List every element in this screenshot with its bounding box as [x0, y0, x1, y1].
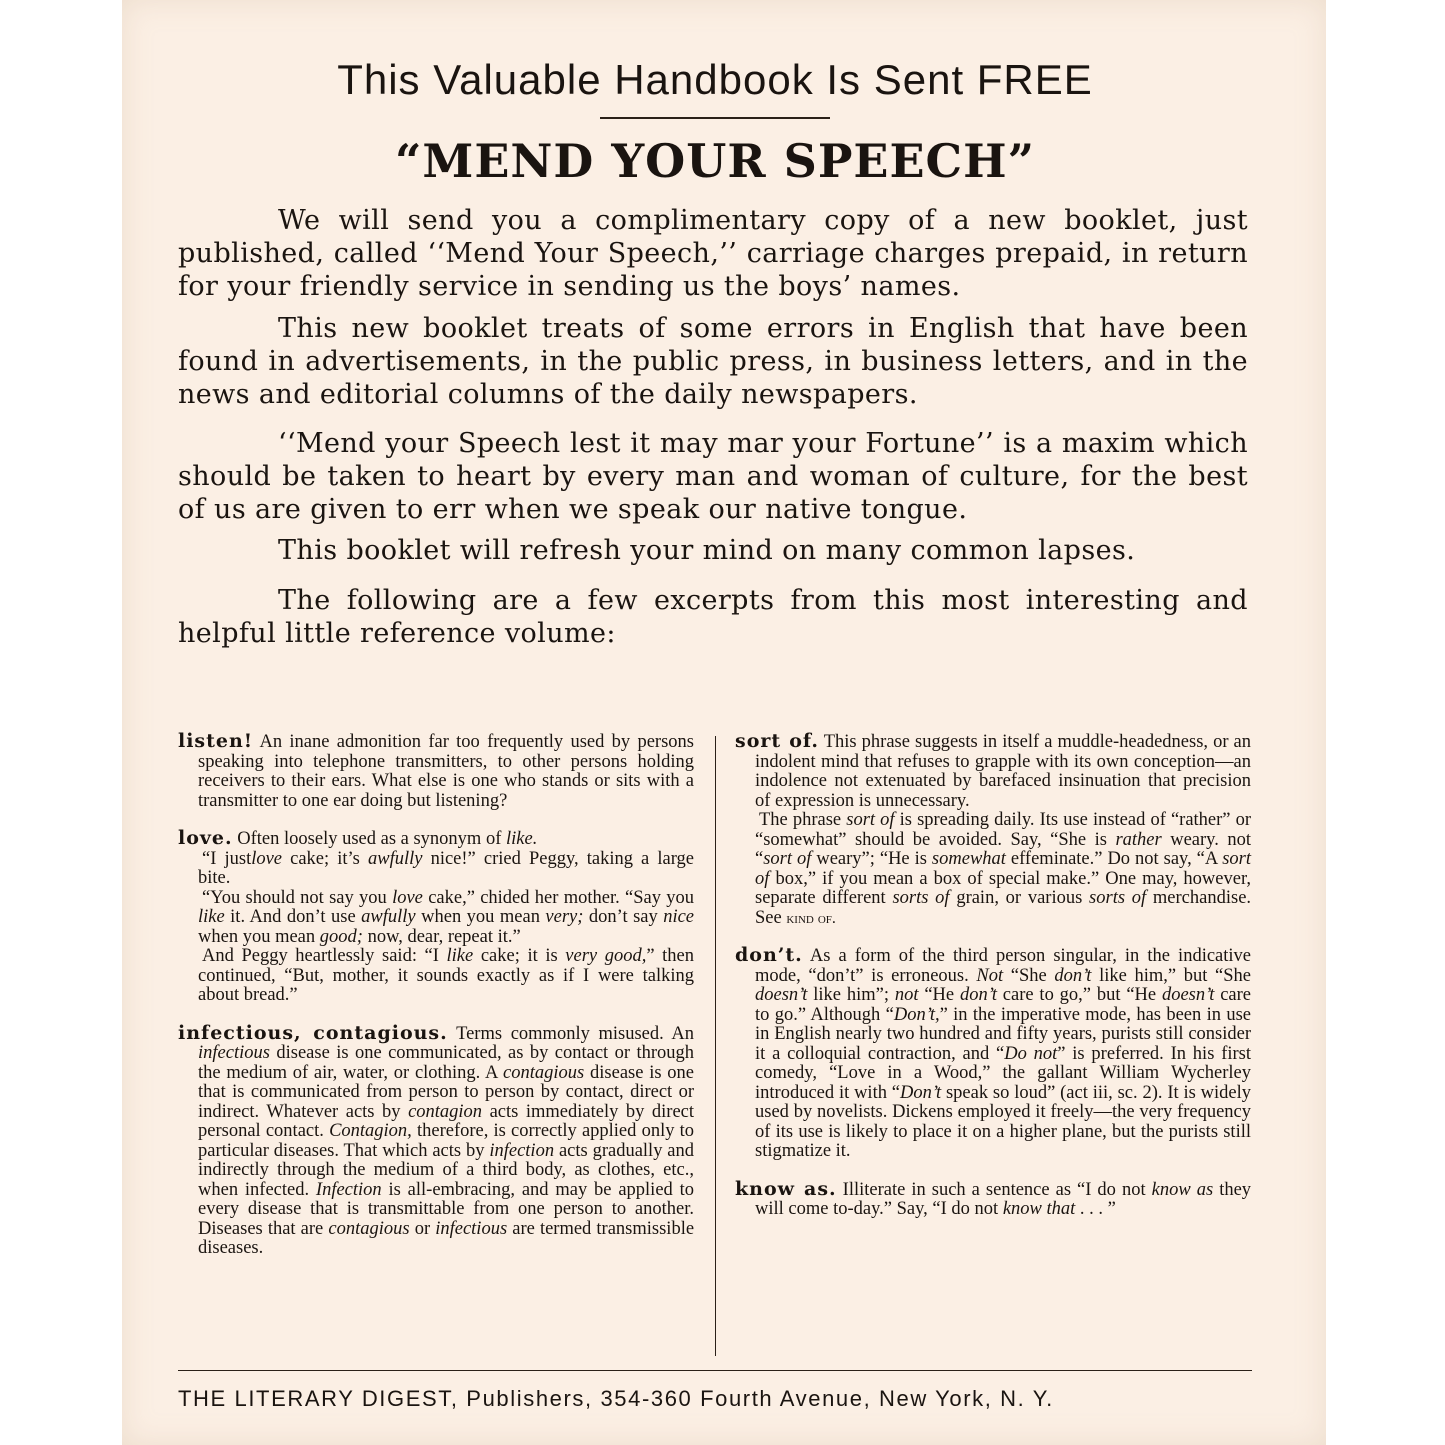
entry-text: grain, or various [956, 888, 1083, 908]
entry-italic: infectious [435, 1218, 508, 1239]
entry-italic: very good, [565, 946, 647, 966]
entry-italic: love [251, 848, 283, 869]
entry-italic: don’t [959, 985, 997, 1005]
entry-italic: nice [663, 907, 695, 927]
entry-italic: sort of [846, 810, 895, 830]
entry-italic: contagious [503, 1062, 585, 1083]
entry-text: it. And don’t use [230, 907, 356, 927]
entry-italic: don’t [1054, 965, 1092, 986]
entry-term: know as. [735, 1177, 837, 1200]
entry-text: cake,” chided her mother. “Say you [428, 887, 695, 908]
entry-italic: infection [489, 1140, 555, 1161]
entry-text: weary”; “He is [816, 849, 927, 869]
entry-text: is all-embracing, and may be applied to every disease that is transmittable from one person to another. Diseases that are [198, 1179, 694, 1239]
intro-paragraph-4: This booklet will refresh your mind on many common lapses. [278, 535, 1136, 566]
entry-italic: awfully [361, 907, 416, 927]
entry-text: Illiterate in such a sentence as “I do not [842, 1179, 1146, 1200]
entry-italic: Contagion, [329, 1121, 412, 1141]
entry-italic: doesn’t [1161, 985, 1215, 1005]
entry-text: therefore, is correctly applied only to particular diseases. That which acts by [198, 1121, 695, 1161]
entry-text: Terms commonly misused. An [456, 1023, 694, 1044]
entry-text: when you mean [198, 926, 316, 947]
entry-italic: doesn’t [755, 985, 808, 1005]
intro-text [178, 204, 1248, 650]
entry-italic: sort of [755, 849, 1251, 889]
entry-text: effeminate.” Do not say, “A [1010, 849, 1218, 869]
entry-italic: like [198, 907, 225, 927]
entry-term: sort of. [735, 730, 819, 752]
entry-italic: sorts of [1089, 888, 1147, 908]
entry-text: ” then continued, “But, mother, it sounds exactly as if I were talking about bread.” [198, 946, 695, 1005]
entry-text: merchandise. See [755, 888, 1252, 928]
headline-rule [600, 117, 830, 119]
entry-text: they will come to-day.” Say, “I do not [755, 1179, 1252, 1219]
entry-cross-reference: kind of. [786, 909, 836, 927]
entry-italic: Don’t [900, 1082, 942, 1103]
entry-text: “I just [202, 848, 252, 869]
entry-dont [735, 946, 1251, 1162]
entry-italic: Do not [1004, 1043, 1058, 1064]
entry-text: now, dear, repeat it.” [367, 926, 521, 947]
entry-text: As a form of the third person singular, in the indicative mode, “don’t” is erroneous. [755, 946, 1251, 986]
entry-text: weary. not “ [755, 829, 1251, 869]
booklet-title: “MEND YOUR SPEECH” [394, 134, 1036, 188]
intro-paragraph-2: This new booklet treats of some errors in English that have been found in advertisements, in the public press, in business letters, and in the news and editorial columns of the daily newspapers. [178, 313, 1248, 410]
entry-term: love. [178, 827, 233, 849]
entry-text: care to go.” Although “ [755, 985, 1252, 1025]
excerpt-columns [178, 732, 1252, 1356]
entry-text: is spreading daily. Its use instead of “rather” or “somewhat” should be avoided. Say, “She is [755, 810, 1252, 850]
entry-text: don’t say [588, 907, 658, 927]
entry-italic: not [894, 985, 919, 1005]
entry-italic: love [392, 887, 423, 908]
entry-italic: Not [976, 965, 1004, 986]
entry-text: And Peggy heartlessly said: “I [202, 946, 439, 966]
entry-italic: somewhat [931, 849, 1006, 869]
entry-text: “He [924, 985, 955, 1005]
entry-italic: sorts of [892, 888, 950, 908]
entry-italic: Infection [315, 1179, 382, 1200]
entry-term: listen! [178, 730, 254, 752]
entry-text: cake; it’s [290, 848, 360, 869]
intro-paragraph-1: We will send you a complimentary copy of a new booklet, just published, called ‘‘Mend Your Speech,’’ carriage charges prepaid, in return for your friendly service in sending us the boys’ names. [178, 205, 1248, 302]
entry-text: . . . ” [1079, 1199, 1116, 1219]
entry-italic: sort of [763, 849, 812, 869]
entry-text: ” is preferred. In his first comedy, “Love in a Wood,” the gallant William Wycherley introduced it with “ [755, 1043, 1251, 1103]
left-column [178, 732, 694, 1277]
entry-infectious [178, 1021, 695, 1259]
entry-text: care to go,” but “He [1002, 985, 1157, 1005]
entry-italic: rather [1115, 829, 1162, 850]
entry-love [178, 829, 694, 1006]
entry-italic: like. [506, 829, 538, 849]
entry-italic: contagious [328, 1218, 410, 1239]
entry-term: infectious, contagious. [178, 1021, 448, 1044]
entry-text: box,” if you mean a box of special make.” One may, however, separate different [755, 868, 1252, 908]
entry-italic: awfully [367, 848, 423, 869]
entry-text: acts immediately by direct personal contact. [198, 1101, 695, 1141]
entry-listen [178, 732, 694, 811]
entry-italic: know as [1151, 1179, 1214, 1200]
entry-text: or [414, 1218, 431, 1239]
entry-text: This phrase suggests in itself a muddle-headedness, or an indolent mind that refuses to grapple with its own conception—an indolence not extenuated by barefaced insinuation that precision of expression is unnecessary. [755, 732, 1251, 811]
entry-text: cake; it is [480, 946, 558, 966]
entry-italic: Don’t, [893, 1004, 940, 1025]
entry-text: like him,” but “She [1099, 965, 1252, 986]
entry-text: An inane admonition far too frequently used by persons speaking into telephone transmitters, to other persons holding receivers to their ears. What else is one who stands or sits with a transmitter to one ear doing but listening? [198, 732, 694, 811]
entry-text: when you mean [421, 907, 540, 927]
entry-italic: like [446, 946, 474, 966]
column-divider [715, 736, 716, 1356]
entry-term: don’t. [735, 944, 803, 966]
right-column [735, 732, 1251, 1238]
entry-text: Often loosely used as a synonym of [237, 829, 502, 849]
page-sheet [122, 0, 1326, 1445]
entry-italic: infectious [198, 1043, 270, 1063]
entry-text: speak so loud” (act iii, sc. 2). It is widely used by novelists. Dickens employed it freely—the very frequency of its use is likely to place it on a higher plane, but the purists still stigmatize it. [755, 1082, 1251, 1161]
publisher-footer: THE LITERARY DIGEST, Publishers, 354-360 Fourth Avenue, New York, N. Y. [178, 1386, 1054, 1411]
entry-text: are termed transmissible diseases. [198, 1218, 695, 1258]
entry-text: “She [1010, 965, 1047, 986]
entry-italic: contagion [408, 1101, 483, 1122]
entry-text: like him”; [813, 985, 889, 1005]
entry-text: nice!” cried Peggy, taking a large bite. [198, 848, 695, 888]
intro-paragraph-3: ‘‘Mend your Speech lest it may mar your Fortune’’ is a maxim which should be taken to heart by every man and woman of culture, for the best of us are given to err when we speak our native tongue. [178, 428, 1248, 525]
entry-text: “You should not say you [202, 887, 387, 908]
entry-text: disease is one that is communicated from person to person by contact, direct or indirect. Whatever acts by [198, 1062, 694, 1122]
entry-know-as [735, 1177, 1252, 1220]
entry-text: The phrase [759, 810, 842, 830]
entry-italic: good; [319, 926, 363, 947]
entry-sort-of [735, 732, 1251, 928]
headline: This Valuable Handbook Is Sent FREE [337, 56, 1093, 103]
entry-italic: very; [545, 907, 584, 927]
footer-rule [178, 1370, 1252, 1371]
entry-text: disease is one communicated, as by contact or through the medium of air, water, or clothing. A [198, 1043, 694, 1083]
intro-paragraph-5: The following are a few excerpts from this most interesting and helpful little reference volume: [178, 585, 1248, 649]
entry-text: acts gradually and indirectly through the medium of a third body, as clothes, etc., when infected. [198, 1140, 695, 1200]
entry-text: ” in the imperative mode, has been in use in English nearly two hundred and fifty years, purists still consider it a colloquial contraction, and “ [755, 1004, 1251, 1064]
entry-italic: know that [1002, 1199, 1076, 1219]
